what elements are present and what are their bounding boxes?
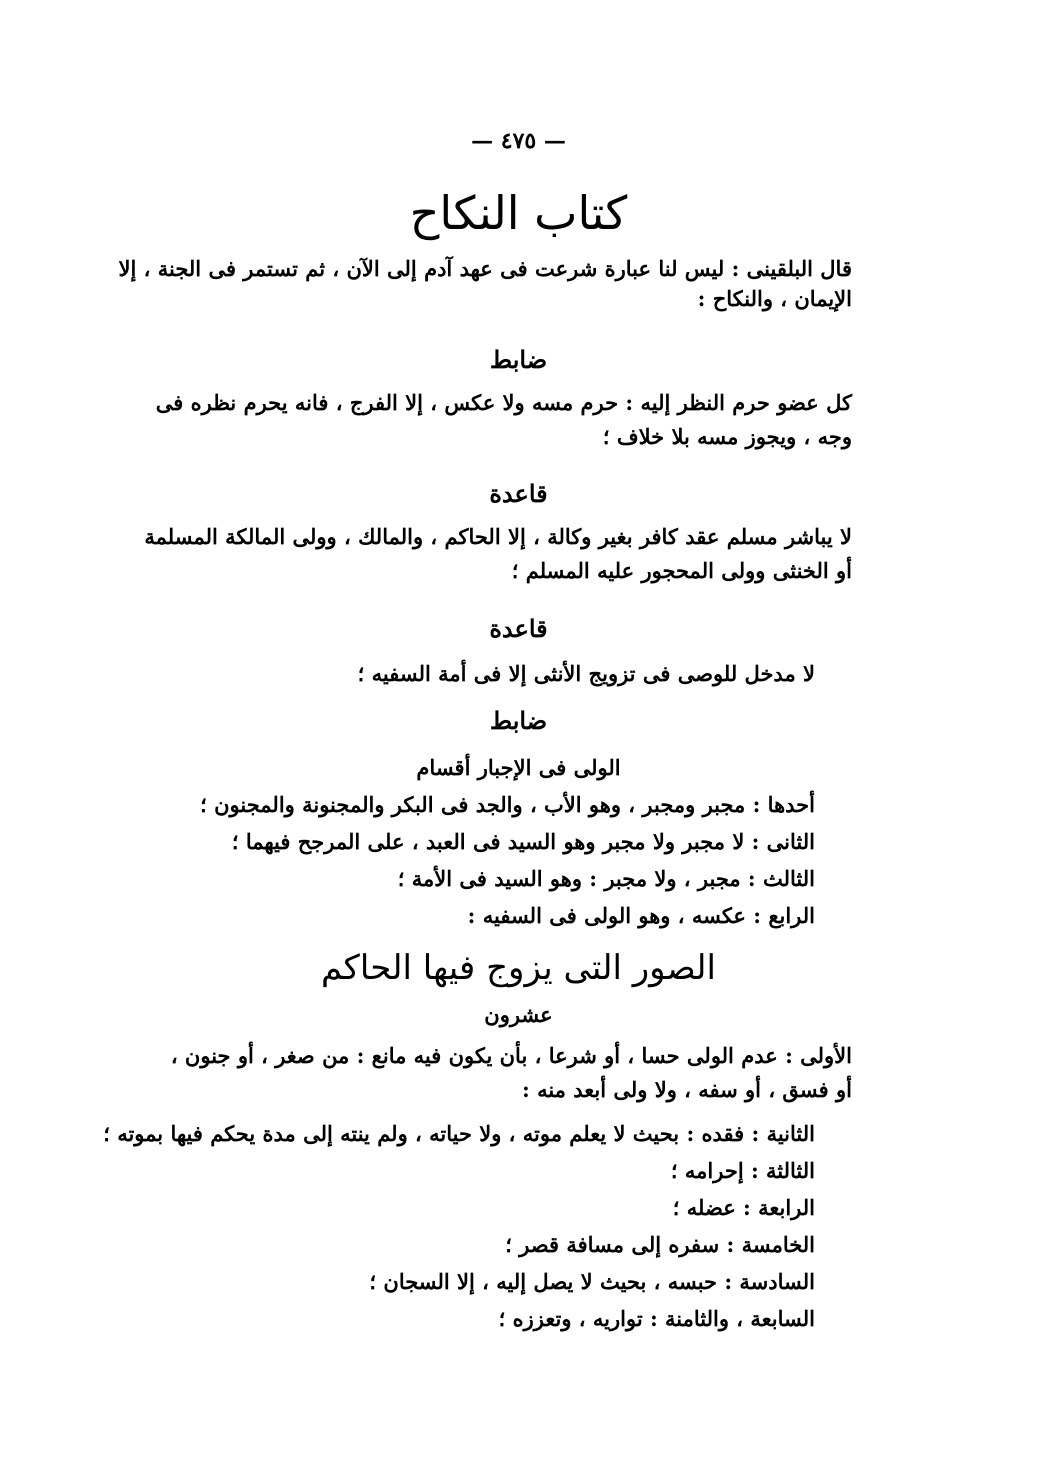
section-5-line-7: السادسة : حبسه ، بحيث لا يصل إليه ، إلا السجان ؛ <box>369 1269 815 1294</box>
section-4-line-1: أحدها : مجبر ومجبر ، وهو الأب ، والجد فى البكر والمجنونة والمجنون ؛ <box>200 792 815 817</box>
section-1-line-2: وجه ، ويجوز مسه بلا خلاف ؛ <box>602 424 852 449</box>
section-5-line-6: الخامسة : سفره إلى مسافة قصر ؛ <box>505 1232 815 1257</box>
section-3-line-1: لا مدخل للوصى فى تزويج الأنثى إلا فى أمة السفيه ؛ <box>357 661 815 686</box>
section-heading-qaida-1: قاعدة <box>489 479 548 508</box>
section-5-line-5: الرابعة : عضله ؛ <box>672 1195 815 1220</box>
intro-line-2: الإيمان ، والنكاح : <box>697 286 852 311</box>
page-number: — ٤٧٥ — <box>471 128 566 154</box>
section-5-line-2: أو فسق ، أو سفه ، ولا ولى أبعد منه : <box>522 1077 852 1102</box>
section-subheading: الولى فى الإجبار أقسام <box>416 755 621 780</box>
section-5-line-3: الثانية : فقده : بحيث لا يعلم موته ، ولا حياته ، ولم ينته إلى مدة يحكم فيها بموته ؛ <box>103 1121 815 1146</box>
section-heading-list: الصور التى يزوج فيها الحاكم <box>321 948 716 988</box>
section-2-line-1: لا يباشر مسلم عقد كافر بغير وكالة ، إلا الحاكم ، والمالك ، وولى المالكة المسلمة <box>144 524 852 549</box>
section-5-line-1: الأولى : عدم الولى حسا ، أو شرعا ، بأن يكون فيه مانع : من صغر ، أو جنون ، <box>170 1043 852 1068</box>
section-5-line-4: الثالثة : إحرامه ؛ <box>670 1158 815 1183</box>
book-title: كتاب النكاح <box>409 186 628 240</box>
section-heading-qaida-2: قاعدة <box>489 614 548 643</box>
intro-line-1: قال البلقينى : ليس لنا عبارة شرعت فى عهد آدم إلى الآن ، ثم تستمر فى الجنة ، إلا <box>118 256 852 281</box>
section-2-line-2: أو الخنثى وولى المحجور عليه المسلم ؛ <box>511 558 852 583</box>
section-heading-dabit-1: ضابط <box>489 345 548 374</box>
section-4-line-2: الثانى : لا مجبر ولا مجبر وهو السيد فى العبد ، على المرجح فيهما ؛ <box>231 829 815 854</box>
section-4-line-3: الثالث : مجبر ، ولا مجبر : وهو السيد فى الأمة ؛ <box>397 866 815 891</box>
section-heading-dabit-2: ضابط <box>489 706 548 735</box>
section-subheading-count: عشرون <box>484 1002 553 1027</box>
section-4-line-4: الرابع : عكسه ، وهو الولى فى السفيه : <box>467 903 815 928</box>
section-5-line-8: السابعة ، والثامنة : تواريه ، وتعززه ؛ <box>498 1306 815 1331</box>
section-1-line-1: كل عضو حرم النظر إليه : حرم مسه ولا عكس ، إلا الفرج ، فانه يحرم نظره فى <box>155 390 852 415</box>
